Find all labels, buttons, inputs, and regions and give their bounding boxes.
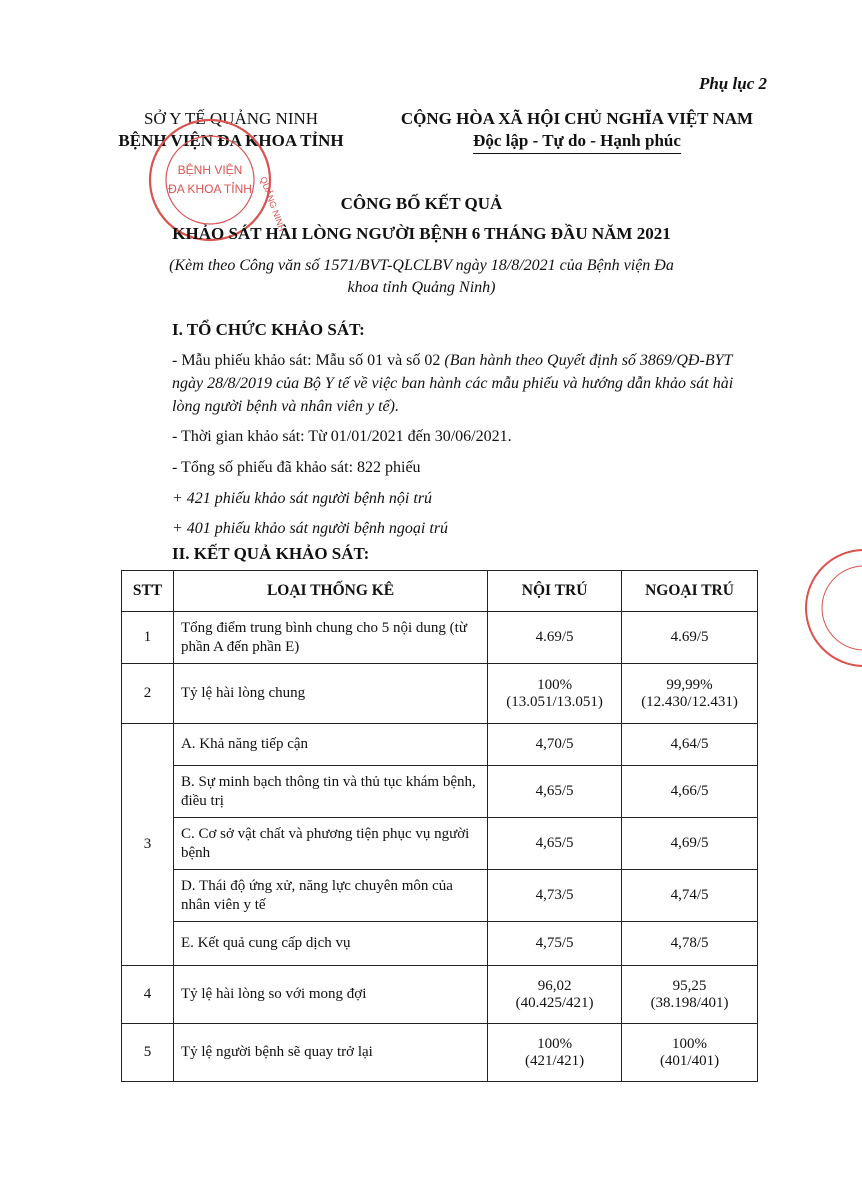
row-stt: 4 [122,966,174,1024]
survey-form-decision: (Ban hành theo Quyết định số 3869/QĐ-BYT ngày 28/8/2019 của Bộ Y tế về việc ban hành các mẫu phiếu và hướng dẫn khảo sát hài lòng người bệnh và nhân viên y tế). [172,352,734,415]
hospital-seal-stamp [140,118,288,238]
survey-form-text: - Mẫu phiếu khảo sát: Mẫu số 01 và số 02 [172,352,445,369]
row-label: Tỷ lệ người bệnh sẽ quay trở lại [173,1024,487,1082]
national-motto: Độc lập - Tự do - Hạnh phúc [473,130,681,154]
appendix-label: Phụ lục 2 [698,74,767,93]
row-outpatient-value: 100% (401/401) [622,1024,758,1082]
table-row [122,664,758,724]
row-stt: 2 [122,664,174,724]
table-row [122,818,758,870]
survey-form-paragraph [172,349,758,418]
survey-total: - Tổng số phiếu đã khảo sát: 822 phiếu [172,459,421,476]
document-title: CÔNG BỐ KẾT QUẢ [340,194,503,213]
row-outpatient-value: 4,74/5 [622,870,758,922]
row-label: Tỷ lệ hài lòng so với mong đợi [173,966,487,1024]
document-subtitle: KHẢO SÁT HÀI LÒNG NGƯỜI BỆNH 6 THÁNG ĐẦU NĂM 2021 [172,224,671,243]
row-label: A. Khả năng tiếp cận [173,724,487,766]
row-outpatient-value: 99,99% (12.430/12.431) [622,664,758,724]
row-label: E. Kết quả cung cấp dịch vụ [173,922,487,966]
row-inpatient-value: 4,73/5 [488,870,622,922]
row-inpatient-value: 100% (13.051/13.051) [488,664,622,724]
column-header-inpatient: NỘI TRÚ [488,571,622,612]
results-table [121,570,758,1082]
survey-time: - Thời gian khảo sát: Từ 01/01/2021 đến 30/06/2021. [172,428,512,445]
national-header [382,108,772,154]
row-inpatient-value: 4,65/5 [488,766,622,818]
row-outpatient-value: 4.69/5 [622,612,758,664]
survey-inpatient-count: + 421 phiếu khảo sát người bệnh nội trú [172,490,433,507]
row-stt: 5 [122,1024,174,1082]
attachment-reference: (Kèm theo Công văn số 1571/BVT-QLCLBV ngày 18/8/2021 của Bệnh viện Đa khoa tỉnh Quảng Ninh) [169,257,674,296]
page-edge-seal-stamp [802,548,862,668]
row-inpatient-value: 4,70/5 [488,724,622,766]
row-outpatient-value: 4,78/5 [622,922,758,966]
row-inpatient-value: 4,75/5 [488,922,622,966]
seal-ring-text: QUẢNG NINH [258,175,288,233]
survey-outpatient-count: + 401 phiếu khảo sát người bệnh ngoại trú [172,520,449,537]
row-stt: 1 [122,612,174,664]
org-department: SỞ Y TẾ QUẢNG NINH [143,109,319,128]
table-row [122,922,758,966]
row-label: D. Thái độ ứng xử, năng lực chuyên môn của nhân viên y tế [173,870,487,922]
column-header-category: LOẠI THỐNG KÊ [173,571,487,612]
seal-text-2: ĐA KHOA TỈNH [168,182,252,196]
table-row [122,724,758,766]
org-hospital: BỆNH VIỆN ĐA KHOA TỈNH [118,131,344,150]
row-stt: 3 [122,724,174,966]
row-label: B. Sự minh bạch thông tin và thủ tục khám bệnh, điều trị [173,766,487,818]
table-row [122,966,758,1024]
row-outpatient-value: 4,66/5 [622,766,758,818]
row-outpatient-value: 4,69/5 [622,818,758,870]
section-heading-organization: I. TỔ CHỨC KHẢO SÁT: [172,320,365,339]
seal-text-1: BỆNH VIỆN [177,163,243,177]
row-inpatient-value: 100% (421/421) [488,1024,622,1082]
section-heading-results: II. KẾT QUẢ KHẢO SÁT: [172,544,370,563]
table-row [122,766,758,818]
column-header-stt: STT [122,571,174,612]
nation-name: CỘNG HÒA XÃ HỘI CHỦ NGHĨA VIỆT NAM [400,109,754,128]
table-row [122,870,758,922]
row-label: Tổng điểm trung bình chung cho 5 nội dung (từ phần A đến phần E) [173,612,487,664]
row-label: Tỷ lệ hài lòng chung [173,664,487,724]
table-row [122,612,758,664]
row-inpatient-value: 96,02 (40.425/421) [488,966,622,1024]
table-header-row [122,571,758,612]
column-header-outpatient: NGOẠI TRÚ [622,571,758,612]
row-outpatient-value: 4,64/5 [622,724,758,766]
row-inpatient-value: 4,65/5 [488,818,622,870]
table-row [122,1024,758,1082]
row-inpatient-value: 4.69/5 [488,612,622,664]
row-label: C. Cơ sở vật chất và phương tiện phục vụ người bệnh [173,818,487,870]
row-outpatient-value: 95,25 (38.198/401) [622,966,758,1024]
